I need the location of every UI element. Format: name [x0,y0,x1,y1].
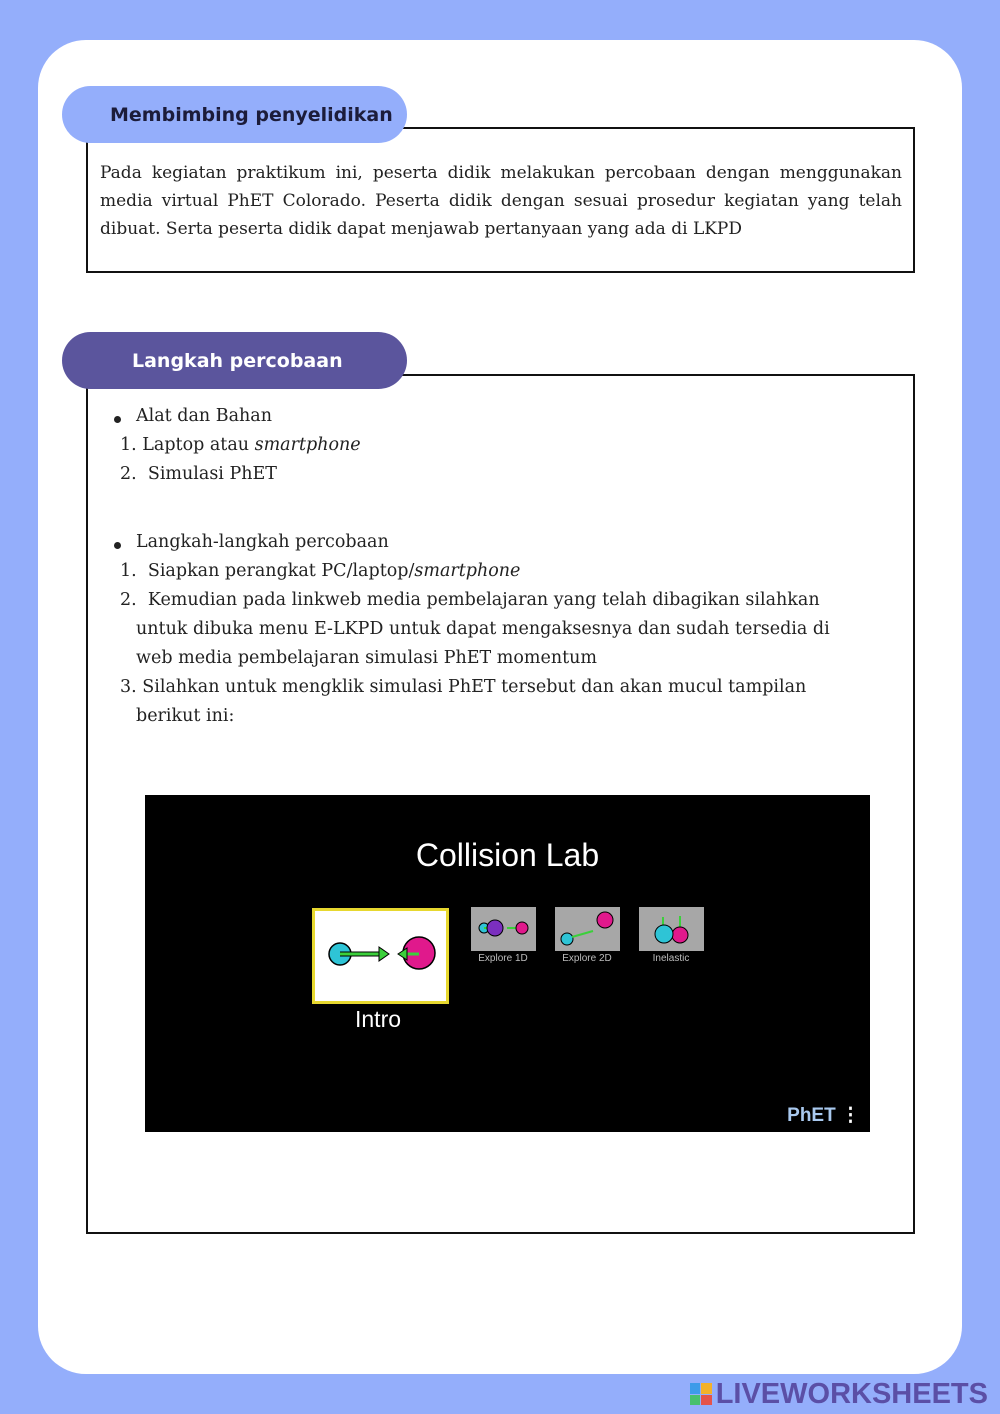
item-number: 2. [120,464,137,484]
screen-button-inelastic[interactable] [639,907,704,951]
inelastic-icon [639,907,704,951]
step-item-continued: berikut ini: [136,706,235,726]
section-heading-langkah [62,332,407,389]
screen-button-explore-2d[interactable] [555,907,620,951]
phet-logo[interactable] [787,1104,860,1127]
kebab-menu-icon[interactable]: ⋮ [841,1105,860,1126]
phet-simulation-screenshot [145,795,870,1132]
step-item [120,561,520,581]
item-text: Laptop atau [142,435,255,455]
item-text: Kemudian pada linkweb media pembelajaran yang telah dibagikan silahkan [147,590,820,610]
item-text: Simulasi PhET [147,464,277,484]
liveworksheets-logo [690,1374,988,1414]
item-number: 3. [120,677,137,697]
bullet-icon [114,542,121,549]
explore-1d-icon [471,907,536,951]
item-italic: smartphone [254,435,361,455]
screen-label-explore-2d: Explore 2D [562,953,612,964]
steps-title: Langkah-langkah percobaan [136,532,389,552]
tools-title: Alat dan Bahan [136,406,273,426]
screen-label-intro: Intro [355,1006,402,1032]
tools-item [120,464,277,484]
step-item [120,677,806,697]
screen-label-inelastic: Inelastic [652,953,690,964]
screen-label-explore-1d: Explore 1D [478,953,528,964]
item-number: 2. [120,590,137,610]
step-item-continued: web media pembelajaran simulasi PhET momentum [136,648,597,668]
intro-paragraph: Pada kegiatan praktikum ini, peserta didik melakukan percobaan dengan menggunakan media virtual PhET Colorado. Peserta didik dengan sesuai prosedur kegiatan yang telah dibuat. Serta peserta didik dapat menjawab pertanyaan yang ada di LKPD [100,163,902,239]
explore-2d-icon [555,907,620,951]
step-item [120,590,820,610]
step-item-continued: untuk dibuka menu E-LKPD untuk dapat mengaksesnya dan sudah tersedia di [136,619,830,639]
screen-button-intro[interactable] [312,908,449,1004]
section-heading-text: Langkah percobaan [132,349,343,372]
tools-item [120,435,361,455]
screen-button-explore-1d[interactable] [471,907,536,951]
item-italic: smartphone [414,561,521,581]
simulation-title: Collision Lab [415,837,600,873]
intro-collision-icon [315,911,446,1001]
bullet-icon [114,416,121,423]
footer-brand-text: LIVEWORKSHEETS [715,1377,988,1410]
item-text: Siapkan perangkat PC/laptop/ [147,561,415,581]
section-heading-membimbing [62,86,407,143]
section-heading-text: Membimbing penyelidikan [110,103,393,126]
item-number: 1. [120,561,137,581]
phet-brand-text: PhET [787,1105,836,1126]
liveworksheets-mark-icon [690,1383,712,1405]
item-text: Silahkan untuk mengklik simulasi PhET tersebut dan akan mucul tampilan [142,677,807,697]
item-number: 1. [120,435,137,455]
